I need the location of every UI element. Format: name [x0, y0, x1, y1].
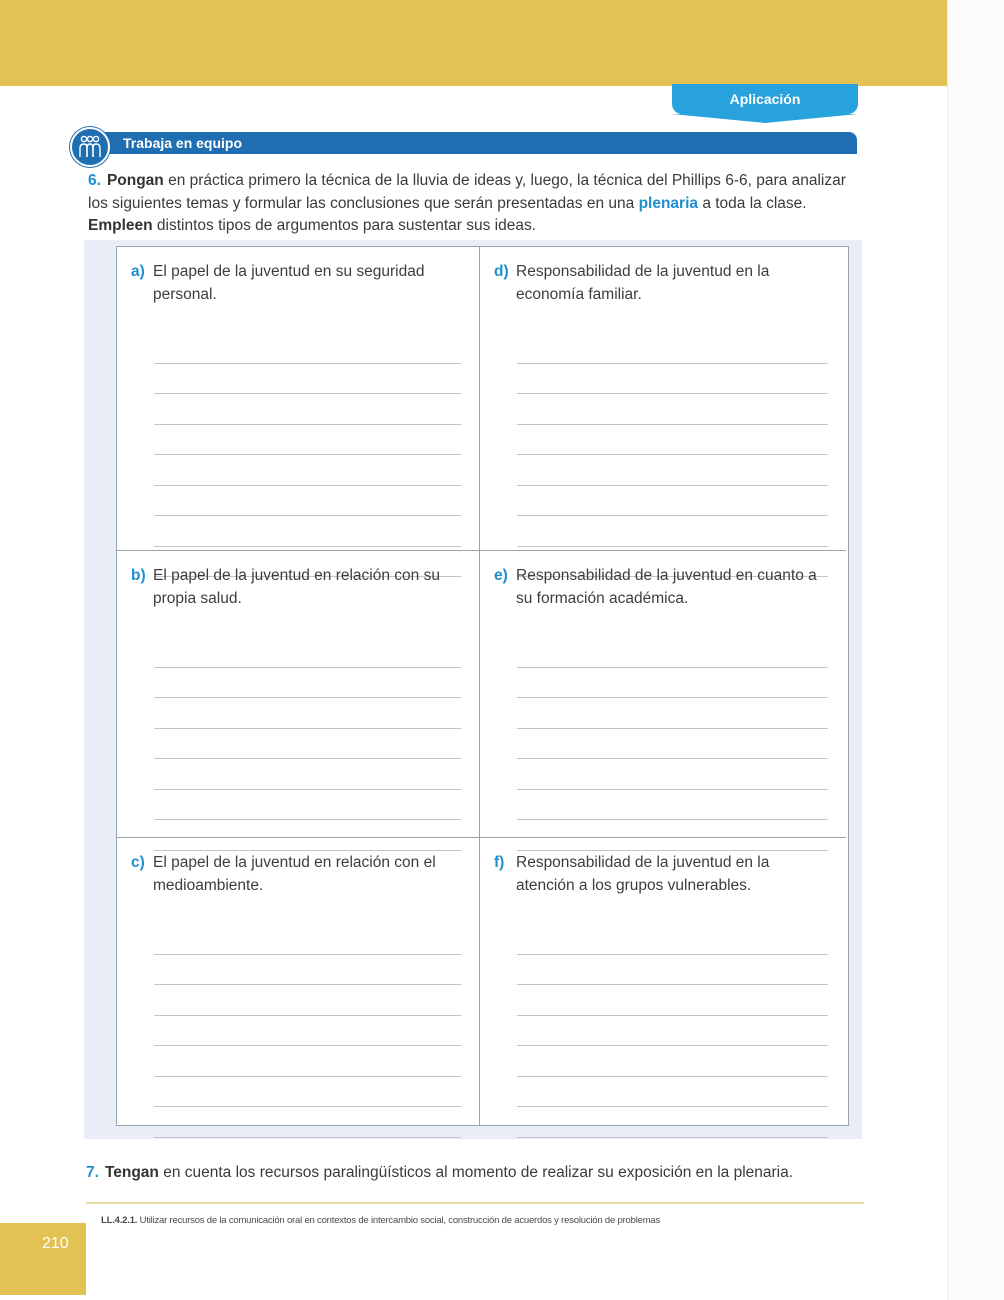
writing-lines[interactable] [154, 924, 461, 1138]
writing-line[interactable] [154, 985, 461, 1016]
writing-line[interactable] [517, 698, 828, 729]
aplicacion-tab-label: Aplicación [729, 91, 801, 107]
writing-line[interactable] [154, 333, 461, 364]
writing-line[interactable] [154, 394, 461, 425]
topic-letter: f) [494, 854, 505, 871]
writing-line[interactable] [517, 455, 828, 486]
writing-line[interactable] [154, 759, 461, 790]
topic-letter: d) [494, 263, 509, 280]
writing-line[interactable] [154, 1077, 461, 1108]
writing-line[interactable] [154, 924, 461, 955]
writing-line[interactable] [517, 486, 828, 517]
topic-text: Responsabilidad de la juventud en la economía familiar. [516, 263, 770, 303]
writing-line[interactable] [154, 955, 461, 986]
writing-line[interactable] [154, 486, 461, 517]
question-6-text-3: distintos tipos de argumentos para sustentar sus ideas. [152, 217, 537, 234]
writing-line[interactable] [517, 516, 828, 547]
question-6-verb-2: Empleen [88, 217, 153, 234]
page-number: 210 [42, 1235, 69, 1252]
question-6-verb: Pongan [106, 172, 164, 189]
writing-lines[interactable] [154, 637, 461, 851]
question-6-text-1: en práctica primero la técnica de la lluvia de ideas y, luego, la técnica del Phillips 6-6, para analizar los siguientes temas y formular las conclusiones que serán presentadas en una [88, 172, 846, 212]
topic-cell-f [480, 838, 846, 1125]
writing-line[interactable] [154, 455, 461, 486]
skill-code: LL.4.2.1. [101, 1215, 138, 1226]
writing-line[interactable] [517, 955, 828, 986]
writing-line[interactable] [154, 516, 461, 547]
writing-line[interactable] [517, 1077, 828, 1108]
writing-lines[interactable] [517, 637, 828, 851]
topic-text: El papel de la juventud en relación con el medioambiente. [153, 854, 436, 894]
topic-text: Responsabilidad de la juventud en cuanto a su formación académica. [516, 567, 817, 607]
writing-lines[interactable] [154, 333, 461, 577]
section-header-bar [92, 132, 857, 154]
writing-line[interactable] [154, 1107, 461, 1138]
topic-text: El papel de la juventud en su seguridad personal. [153, 263, 425, 303]
topic-letter: e) [494, 567, 508, 584]
page-edge [947, 0, 1004, 1300]
topic-title [131, 565, 465, 610]
writing-line[interactable] [154, 637, 461, 668]
writing-line[interactable] [517, 985, 828, 1016]
topic-cell-b [117, 551, 480, 838]
question-6 [88, 170, 853, 238]
topic-cell-e [480, 551, 846, 838]
question-6-number: 6. [88, 172, 101, 189]
writing-line[interactable] [517, 1046, 828, 1077]
writing-line[interactable] [154, 1046, 461, 1077]
writing-lines[interactable] [517, 333, 828, 577]
writing-line[interactable] [517, 759, 828, 790]
writing-line[interactable] [517, 394, 828, 425]
top-decorative-band [0, 0, 947, 86]
topic-letter: a) [131, 263, 145, 280]
skill-text: Utilizar recursos de la comunicación oral en contextos de intercambio social, construcción de acuerdos y resolución de problemas [137, 1215, 661, 1226]
topic-text: El papel de la juventud en relación con su propia salud. [153, 567, 440, 607]
question-7-number: 7. [86, 1164, 99, 1181]
topic-title [131, 261, 465, 306]
writing-line[interactable] [517, 333, 828, 364]
topic-letter: b) [131, 567, 146, 584]
topic-title [494, 852, 832, 897]
topic-cell-a [117, 247, 480, 551]
writing-line[interactable] [517, 637, 828, 668]
writing-line[interactable] [517, 425, 828, 456]
team-icon [70, 127, 110, 167]
writing-line[interactable] [154, 790, 461, 821]
writing-line[interactable] [154, 425, 461, 456]
writing-line[interactable] [517, 790, 828, 821]
topic-letter: c) [131, 854, 145, 871]
writing-line[interactable] [517, 1107, 828, 1138]
keyword-plenaria: plenaria [638, 194, 699, 212]
topic-cell-d [480, 247, 846, 551]
topics-grid [116, 246, 849, 1126]
footer-rule [86, 1202, 864, 1204]
writing-line[interactable] [154, 1016, 461, 1047]
writing-lines[interactable] [517, 924, 828, 1138]
writing-line[interactable] [517, 668, 828, 699]
question-7-verb: Tengan [104, 1164, 159, 1181]
topic-title [131, 852, 465, 897]
topic-title [494, 565, 832, 610]
question-7 [86, 1164, 793, 1182]
writing-line[interactable] [517, 364, 828, 395]
section-header-label: Trabaja en equipo [123, 135, 243, 151]
topic-title [494, 261, 832, 306]
writing-line[interactable] [154, 729, 461, 760]
footer-skill [101, 1215, 660, 1226]
writing-line[interactable] [517, 924, 828, 955]
page-number-box [0, 1223, 86, 1295]
writing-line[interactable] [154, 668, 461, 699]
writing-line[interactable] [154, 364, 461, 395]
aplicacion-tab [672, 84, 858, 114]
topic-text: Responsabilidad de la juventud en la atención a los grupos vulnerables. [516, 854, 770, 894]
question-6-text-2: a toda la clase. [698, 194, 807, 212]
writing-line[interactable] [517, 729, 828, 760]
writing-line[interactable] [517, 1016, 828, 1047]
topic-cell-c [117, 838, 480, 1125]
question-7-text: en cuenta los recursos paralingüísticos al momento de realizar su exposición en la plenaria. [158, 1164, 794, 1181]
writing-line[interactable] [154, 698, 461, 729]
